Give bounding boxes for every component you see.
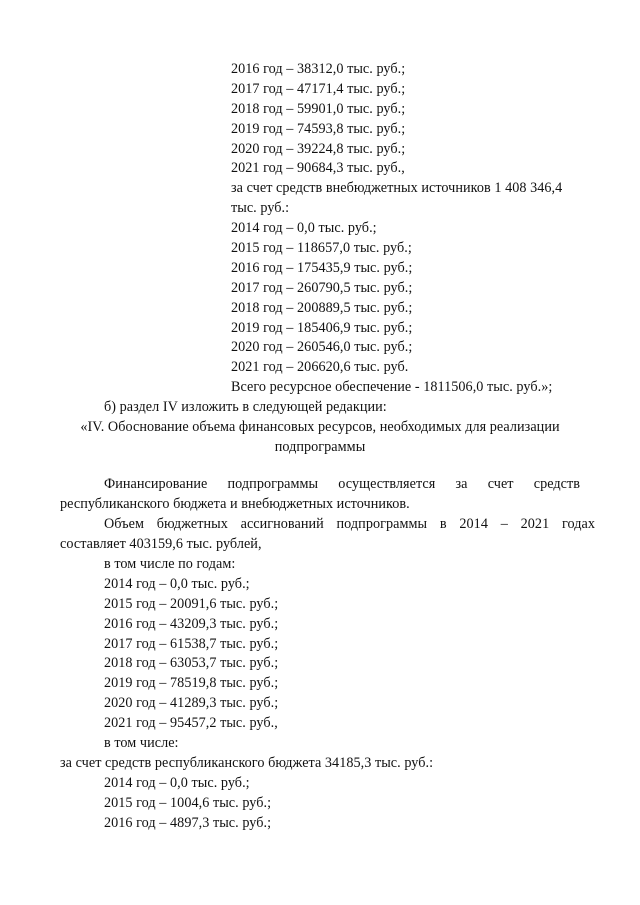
year-line: 2016 год – 175435,9 тыс. руб.; <box>231 259 413 276</box>
year-line: 2014 год – 0,0 тыс. руб.; <box>104 575 250 592</box>
year-line: 2021 год – 95457,2 тыс. руб., <box>104 715 278 732</box>
year-line: 2017 год – 47171,4 тыс. руб.; <box>231 80 406 97</box>
year-line: 2015 год – 118657,0 тыс. руб.; <box>231 240 412 257</box>
year-line: 2018 год – 63053,7 тыс. руб.; <box>104 655 279 672</box>
year-line: 2018 год – 59901,0 тыс. руб.; <box>231 100 406 117</box>
year-line: 2014 год – 0,0 тыс. руб.; <box>104 775 250 791</box>
year-line: 2021 год – 206620,6 тыс. руб. <box>231 359 409 376</box>
year-line: 2020 год – 41289,3 тыс. руб.; <box>104 695 279 712</box>
year-line: 2021 год – 90684,3 тыс. руб., <box>231 160 405 177</box>
year-line: 2016 год – 38312,0 тыс. руб.; <box>231 61 406 77</box>
year-line: 2015 год – 20091,6 тыс. руб.; <box>104 595 279 612</box>
year-line: 2019 год – 74593,8 тыс. руб.; <box>231 120 406 137</box>
year-line: 2017 год – 260790,5 тыс. руб.; <box>231 279 413 296</box>
extra-budget-sources-line: за счет средств внебюджетных источников 1 408 346,4 <box>231 180 563 197</box>
year-line: 2016 год – 4897,3 тыс. руб.; <box>104 814 272 831</box>
year-line: 2014 год – 0,0 тыс. руб.; <box>231 220 377 237</box>
year-line: 2020 год – 260546,0 тыс. руб.; <box>231 339 413 356</box>
instruction-line: б) раздел IV изложить в следующей редакции: <box>104 399 387 415</box>
year-line: 2019 год – 185406,9 тыс. руб.; <box>231 319 413 336</box>
paragraph-line: Объем бюджетных ассигнований подпрограммы в 2014 – 2021 годах <box>104 516 595 532</box>
extra-budget-sources-unit: тыс. руб.: <box>231 200 290 217</box>
paragraph-financing <box>60 475 580 515</box>
list-intro: в том числе по годам: <box>104 556 236 572</box>
allocation-years-list <box>104 555 278 754</box>
year-line: 2018 год – 200889,5 тыс. руб.; <box>231 299 413 316</box>
section-heading-line-1: «IV. Обоснование объема финансовых ресурсов, необходимых для реализации <box>80 419 560 435</box>
paragraph-allocations <box>60 515 595 555</box>
paragraph-line: республиканского бюджета и внебюджетных источников. <box>60 495 410 512</box>
paragraph-line: Финансирование подпрограммы осуществляется за счет средств <box>104 476 580 492</box>
republican-budget-line: за счет средств республиканского бюджета 34185,3 тыс. руб.: <box>60 755 434 771</box>
funding-continuation-block <box>231 60 562 398</box>
year-line: 2015 год – 1004,6 тыс. руб.; <box>104 794 272 811</box>
republican-years-list <box>104 774 271 834</box>
year-line: 2020 год – 39224,8 тыс. руб.; <box>231 140 406 157</box>
list-intro: в том числе: <box>104 735 179 752</box>
paragraph-line: составляет 403159,6 тыс. рублей, <box>60 535 262 552</box>
year-line: 2017 год – 61538,7 тыс. руб.; <box>104 635 279 652</box>
year-line: 2019 год – 78519,8 тыс. руб.; <box>104 675 279 692</box>
year-line: 2016 год – 43209,3 тыс. руб.; <box>104 615 279 632</box>
section-heading-line-2: подпрограммы <box>274 439 366 455</box>
total-resources-line: Всего ресурсное обеспечение - 1811506,0 тыс. руб.»; <box>231 379 553 396</box>
